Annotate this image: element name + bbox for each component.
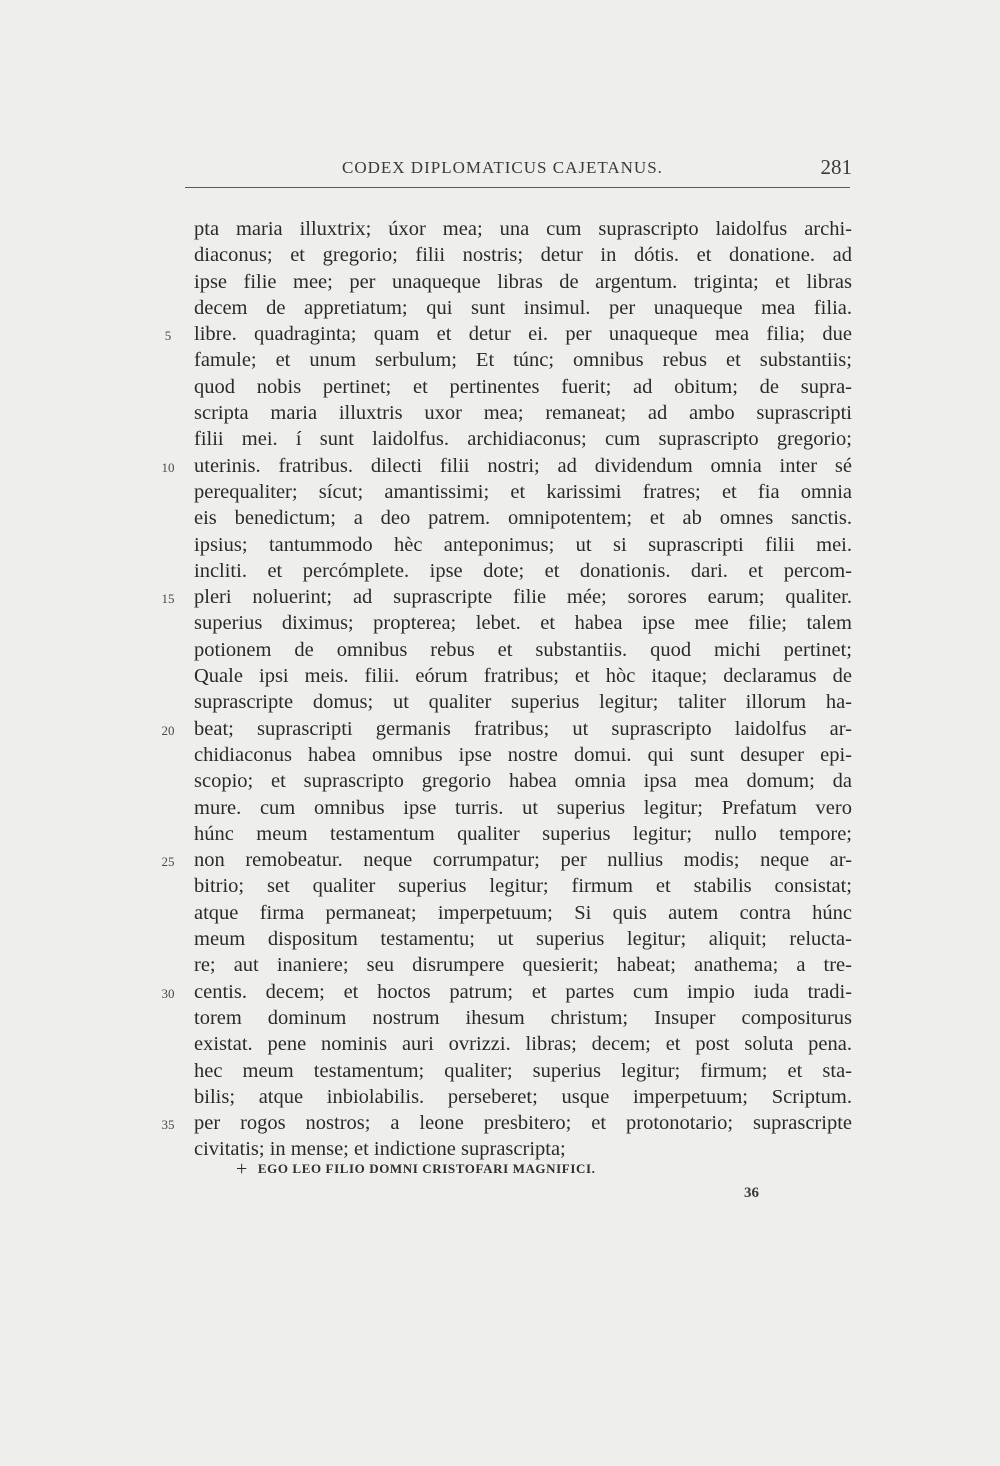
page-number: 281 [820,155,852,179]
text-line: filii mei. í sunt laidolfus. archidiaconus; cum suprascripto gregorio; [194,428,852,451]
text-line: meum dispositum testamentu; ut superius legitur; aliquit; reluctа- [194,928,852,951]
text-line: existat. pene nominis auri ovrizzi. libras; decem; et post soluta pena. [194,1033,852,1056]
text-line: quod nobis pertinet; et pertinentes fuerit; ad obitum; de supra- [194,375,852,398]
text-line: non remobeatur. neque corrumpatur; per nullius modis; neque ar- [194,849,852,872]
text-line: pleri noluerint; ad suprascripte filie mée; sorores earum; qualiter. [194,586,852,609]
text-line: chidiaconus habea omnibus ipse nostre domui. qui sunt desuper epi- [194,743,852,766]
text-line: civitatis; in mense; et indictione suprascripta; [194,1138,566,1161]
text-line: pta maria illuxtrix; úxor mea; una cum suprascripto laidolfus archi- [194,218,852,240]
signature-text: EGO LEO FILIO DOMNI CRISTOFARI MAGNIFICI. [257,1161,596,1176]
header-title: CODEX DIPLOMATICUS CAJETANUS. [342,158,663,177]
text-line: scripta maria illuxtris uxor mea; remaneat; ad ambo suprascripti [194,402,852,425]
line-number: 35 [161,1117,175,1133]
text-line: incliti. et percómplete. ipse dote; et donationis. dari. et percom- [194,559,852,582]
running-header [190,155,852,184]
line-number: 25 [161,854,175,870]
text-line: per rogos nostros; a leone presbitero; et protonotario; suprascripte [194,1112,852,1135]
text-line: scopio; et suprascripto gregorio habea omnia ipsa mea domum; da [194,770,852,793]
text-line: diaconus; et gregorio; filii nostris; detur in dótis. et donatione. ad [194,244,852,267]
text-line: re; aut inaniere; seu disrumpere quesierit; habeat; anathema; a tre- [194,954,852,977]
signature-line [236,1158,596,1181]
text-line: famule; et unum serbulum; Et túnc; omnibus rebus et substantiis; [194,349,852,372]
signature-mark: 36 [744,1185,759,1201]
text-line: ipsius; tantummodo hèc anteponimus; ut si suprascripti filii mei. [194,533,852,556]
text-line: torem dominum nostrum ihesum christum; Insuper compositurus [194,1006,852,1029]
text-line: centis. decem; et hoctos patrum; et partes cum impio iuda tradi- [194,980,852,1003]
line-number: 10 [161,459,175,475]
text-line: bilis; atque inbiolabilis. perseberet; usque imperpetuum; Scriptum. [194,1085,852,1108]
text-line: beat; suprascripti germanis fratribus; ut suprascripto laidolfus ar- [194,717,852,740]
text-line: decem de appretiatum; qui sunt insimul. per unaqueque mea filia. [194,296,852,319]
text-line: hec meum testamentum; qualiter; superius legitur; firmum; et sta- [194,1059,852,1082]
text-line: libre. quadraginta; quam et detur ei. per unaqueque mea filia; due [194,323,852,346]
text-line: mure. cum omnibus ipse turris. ut superius legitur; Prefatum vero [194,796,852,819]
text-line: bitrio; set qualiter superius legitur; firmum et stabilis consistat; [194,875,852,898]
text-line: Quale ipsi meis. filii. eórum fratribus; et hòc itaque; declaramus de [194,665,852,688]
header-rule [185,187,850,188]
document-body [194,216,852,1163]
text-line: eis benedictum; a deo patrem. omnipotentem; et ab omnes sanctis. [194,507,852,530]
text-line: atque firma permaneat; imperpetuum; Si quis autem contra húnc [194,901,852,924]
text-line: suprascripte domus; ut qualiter superius legitur; taliter illorum ha- [194,691,852,714]
line-number: 30 [161,985,175,1001]
text-line: húnc meum testamentum qualiter superius legitur; nullo tempore; [194,822,852,845]
text-line: superius diximus; propterea; lebet. et habea ipse mee filie; talem [194,612,852,635]
text-line: potionem de omnibus rebus et substantiis. quod michi pertinet; [194,638,852,661]
line-number: 15 [161,591,175,607]
line-number: 5 [164,328,172,344]
text-line: ipse filie mee; per unaqueque libras de argentum. triginta; et libras [194,270,852,293]
text-line: perequaliter; sícut; amantissimi; et karissimi fratres; et fia omnia [194,480,852,503]
line-number: 20 [161,722,175,738]
cross-icon: + [236,1158,248,1180]
text-line: uterinis. fratribus. dilecti filii nostri; ad dividendum omnia inter sé [194,454,852,477]
